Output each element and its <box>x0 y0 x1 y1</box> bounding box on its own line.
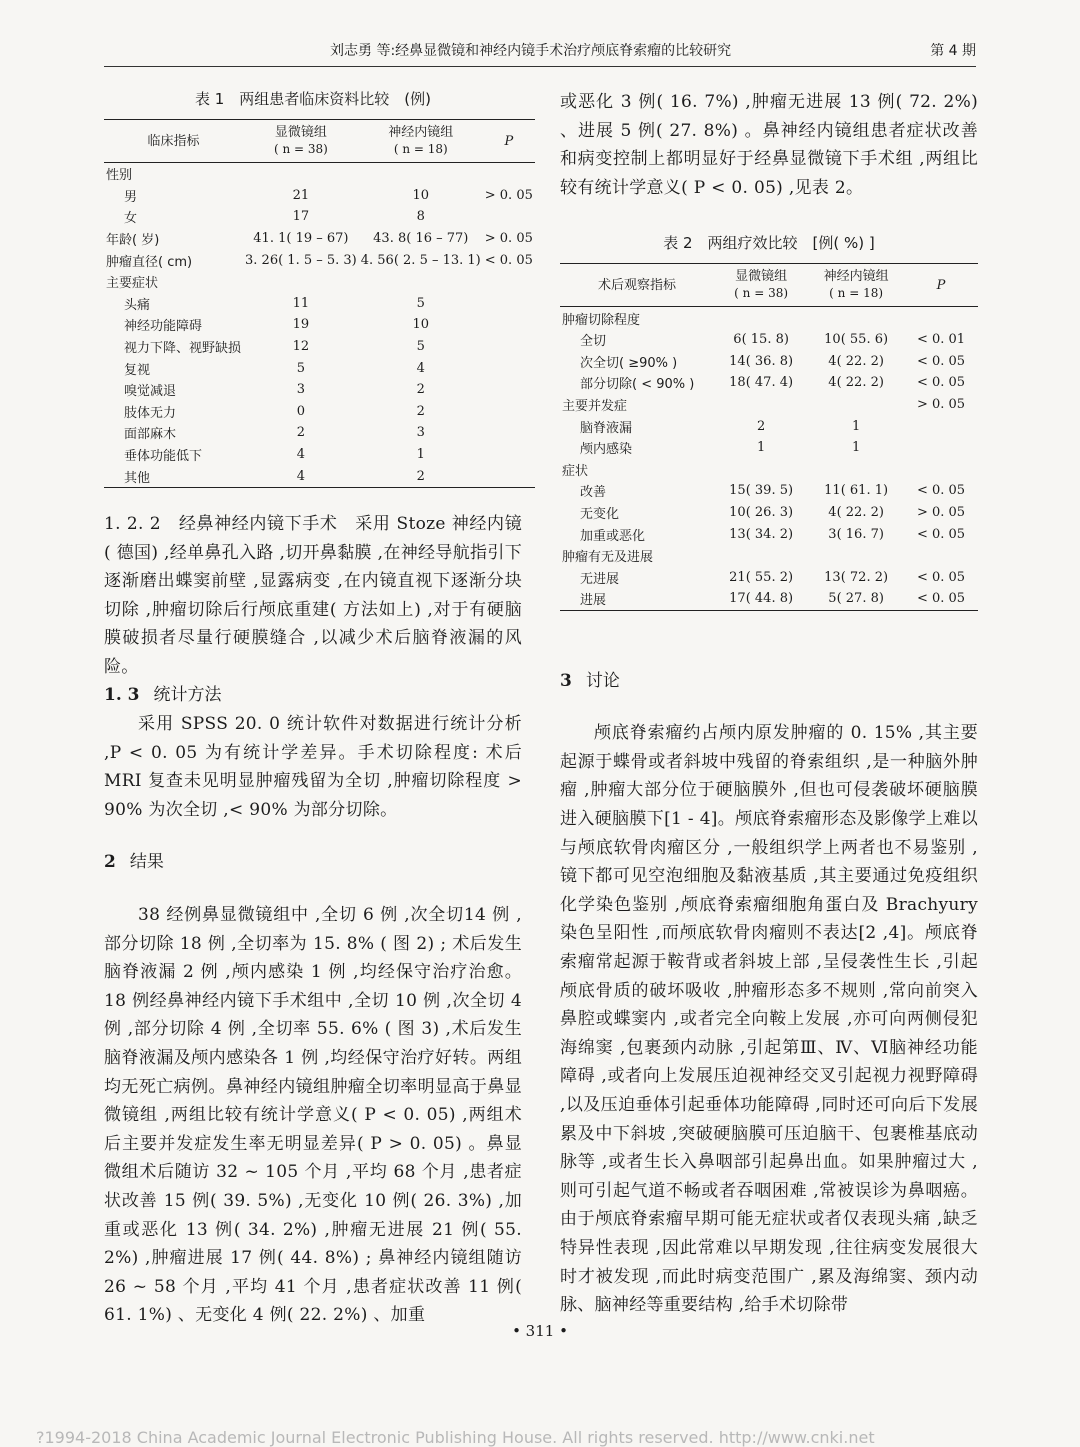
table1-row <box>104 228 535 250</box>
table2-header-row <box>560 264 978 307</box>
table2-header-group1-n: ( n = 38) <box>734 286 789 301</box>
table2-cell-p <box>904 437 978 459</box>
table1-cell-group2: 4 <box>416 360 425 376</box>
table1-cell-group2: 8 <box>416 209 425 225</box>
table2-cell-group2 <box>808 394 904 416</box>
table1-cell-label: 头痛 <box>124 297 151 313</box>
table1-cell-group1: 17 <box>292 209 310 225</box>
table2-cell-label: 主要并发症 <box>562 399 628 415</box>
table1-cell-group2: 5 <box>416 295 425 311</box>
table1-cell-p <box>483 465 535 487</box>
table1-header-group1-label: 显微镜组 <box>274 125 327 140</box>
table1-cell-label: 视力下降、视野缺损 <box>124 341 242 357</box>
table1-cell-group2: 2 <box>416 468 425 484</box>
table1-caption: 表 1 两组患者临床资料比较 (例) <box>194 90 432 108</box>
table2-cell-group2 <box>808 307 904 329</box>
table1-cell-label: 嗅觉减退 <box>124 384 177 400</box>
table2-cell-group1: 15( 39. 5) <box>729 483 794 499</box>
table1-row <box>104 249 535 271</box>
table2-header-group1 <box>714 264 808 307</box>
table2-row <box>560 545 978 567</box>
table1-cell-group1: 21 <box>292 187 310 203</box>
table2-cell-group1 <box>714 394 808 416</box>
table2-cell-group2: 13( 72. 2) <box>824 569 889 585</box>
table1-header-group1-n: ( n = 38) <box>273 142 328 156</box>
table1-row <box>104 401 535 423</box>
table1-cell-group2: 10 <box>412 317 430 333</box>
section-2-number: 2 <box>104 852 116 873</box>
table2-cell-label: 加重或恶化 <box>580 528 646 544</box>
table1-row <box>104 271 535 293</box>
section-1-3-title: 统计方法 <box>153 685 222 706</box>
table1-header-group2 <box>359 120 483 163</box>
table1-cell-group2: 2 <box>416 403 425 419</box>
table1-cell-p <box>483 444 535 466</box>
table1-cell-label: 女 <box>124 211 138 227</box>
table1-cell-label: 年龄( 岁) <box>106 233 160 249</box>
table1-cell-p <box>483 293 535 315</box>
page-number: • 311 • <box>512 1322 568 1340</box>
table1-cell-label: 垂体功能低下 <box>124 449 203 465</box>
table2-cell-group1 <box>714 307 808 329</box>
table1-cell-group1: 5 <box>296 360 306 376</box>
copyright-footer: ?1994-2018 China Academic Journal Electronic Publishing House. All rights reserved. http://www.cnki.net <box>36 1428 875 1447</box>
table2-cell-group2 <box>808 545 904 567</box>
table2-row <box>560 372 978 394</box>
table1-cell-label: 性别 <box>106 168 133 184</box>
table2-cell-group2: 3( 16. 7) <box>828 526 884 542</box>
table1-row <box>104 422 535 444</box>
table2-cell-label: 无变化 <box>580 507 620 523</box>
table1-cell-group2: 1 <box>416 447 425 463</box>
table2-cell-p <box>904 415 978 437</box>
table2-row <box>560 351 978 373</box>
table2-header-group1-label: 显微镜组 <box>735 269 788 285</box>
table1-cell-label: 男 <box>124 189 138 205</box>
table2-header-group2-label: 神经内镜组 <box>823 269 889 285</box>
table1-row <box>104 185 535 207</box>
table2-header-group2 <box>808 264 904 307</box>
table2-row <box>560 307 978 329</box>
table2-cell-p: < 0. 05 <box>916 526 966 542</box>
table2-cell-label: 无进展 <box>580 571 620 587</box>
table1-cell-group1 <box>243 163 359 185</box>
table2-row <box>560 329 978 351</box>
table2-cell-p: < 0. 05 <box>916 375 966 391</box>
section-1-3-number: 1. 3 <box>104 685 140 706</box>
table1-cell-p <box>483 401 535 423</box>
table2-row <box>560 437 978 459</box>
section-2-heading <box>104 848 522 877</box>
table1-cell-p: > 0. 05 <box>484 187 533 203</box>
table2-row <box>560 415 978 437</box>
table1-cell-group2: 10 <box>412 187 430 203</box>
table2-cell-group2: 4( 22. 2) <box>828 353 884 369</box>
table1-row <box>104 465 535 487</box>
table1-cell-p <box>483 357 535 379</box>
table2-cell-p: > 0. 05 <box>916 505 966 521</box>
table1-cell-p <box>483 379 535 401</box>
table2-header-p: P <box>904 264 978 307</box>
table2-cell-group2: 1 <box>851 418 861 434</box>
table1-cell-group1: 12 <box>292 339 310 355</box>
table2-cell-group2: 10( 55. 6) <box>824 332 889 348</box>
section-3-number: 3 <box>560 670 572 691</box>
table1-row <box>104 314 535 336</box>
table2-row <box>560 523 978 545</box>
table2-cell-p <box>904 307 978 329</box>
table2-cell-group2: 4( 22. 2) <box>828 505 884 521</box>
running-header-title: 刘志勇 等:经鼻显微镜和神经内镜手术治疗颅底脊索瘤的比较研究 <box>330 43 732 59</box>
table1-header-row <box>104 120 535 163</box>
table1-cell-p <box>483 163 535 185</box>
table2-cell-group1: 1 <box>756 440 766 456</box>
table1-cell-label: 复视 <box>124 362 151 378</box>
table2-cell-label: 次全切( ≥90% ) <box>580 355 678 371</box>
section-1-3-paragraph: 采用 SPSS 20. 0 统计软件对数据进行统计分析 ,P < 0. 05 为有统计学差异。手术切除程度: 术后 MRI 复查未见明显肿瘤残留为全切 ,肿瘤切除程度 > 90% 为次全切 ,< 90% 为部分切除。 <box>104 714 522 820</box>
table2-cell-p <box>904 545 978 567</box>
table2-cell-label: 肿瘤有无及进展 <box>562 550 654 566</box>
table1-row <box>104 379 535 401</box>
table2 <box>560 263 978 610</box>
table1-header-indicator: 临床指标 <box>104 120 243 163</box>
table1-cell-group1: 4 <box>296 447 306 463</box>
table2-cell-group2: 5( 27. 8) <box>828 591 884 607</box>
table1-cell-p: < 0. 05 <box>484 252 533 268</box>
table2-cell-group1 <box>714 459 808 481</box>
table2-cell-p: < 0. 05 <box>916 591 966 607</box>
table2-cell-label: 症状 <box>562 463 589 479</box>
table2-cell-group1: 18( 47. 4) <box>729 375 794 391</box>
table2-cell-p: < 0. 05 <box>916 353 966 369</box>
table2-cell-group1: 6( 15. 8) <box>733 332 789 348</box>
left-column <box>104 88 533 1330</box>
table2-row <box>560 588 978 610</box>
table1-cell-p <box>483 314 535 336</box>
table1-cell-label: 其他 <box>124 470 151 486</box>
header-rule <box>104 66 976 67</box>
section-3-heading <box>560 667 978 696</box>
table1-cell-group1: 3 <box>296 382 306 398</box>
table1 <box>104 119 535 488</box>
table2-row <box>560 459 978 481</box>
table1-cell-group2: 5 <box>416 339 425 355</box>
table2-cell-group2 <box>808 459 904 481</box>
table2-row <box>560 480 978 502</box>
table1-cell-group2 <box>359 271 483 293</box>
section-2-paragraph: 38 经例鼻显微镜组中 ,全切 6 例 ,次全切14 例 ,部分切除 18 例 ,全切率为 15. 8% ( 图 2) ; 术后发生脑脊液漏 2 例 ,颅内感染 1 例 ,均经保守治疗治愈。18 例经鼻神经内镜下手术组中 ,全切 10 例 ,次全切 4 例 ,部分切除 4 例 ,全切率 55. 6% ( 图 3) ,术后发生脑脊液漏及颅内感染各 1 例 ,均经保守治疗好转。两组均无死亡病例。鼻神经内镜组肿瘤全切率明显高于鼻显微镜组 ,两组比较有统计学意义( P < 0. 05) ,两组术后主要并发症发生率无明显差异( P > 0. 05) 。鼻显微组术后随访 32 ~ 105 个月 ,平均 68 个月 ,患者症状改善 15 例( 39. 5%) ,无变化 10 例( 26. 3%) ,加重或恶化 13 例( 34. 2%) ,肿瘤无进展 21 例( 55. 2%) ,肿瘤进展 17 例( 44. 8%) ; 鼻神经内镜组随访 26 ~ 58 个月 ,平均 41 个月 ,患者症状改善 11 例( 61. 1%) 、无变化 4 例( 22. 2%) 、加重 <box>104 905 522 1326</box>
table2-cell-label: 全切 <box>580 334 607 350</box>
section-2-title: 结果 <box>129 852 164 873</box>
table2-row <box>560 502 978 524</box>
table2-cell-label: 脑脊液漏 <box>580 420 633 436</box>
table2-cell-p: < 0. 05 <box>916 483 966 499</box>
table1-cell-p <box>483 271 535 293</box>
section-1-2-2-paragraph: 1. 2. 2 经鼻神经内镜下手术 采用 Stoze 神经内镜 ( 德国) ,经单鼻孔入路 ,切开鼻黏膜 ,在神经导航指引下逐渐磨出蝶窦前壁 ,显露病变 ,在内镜直视下逐渐分块切除 ,肿瘤切除后行颅底重建( 方法如上) ,对于有硬脑膜破损者尽量行硬膜缝合 ,以减少术后脑脊液漏的风险。 <box>104 513 522 677</box>
table1-cell-p: > 0. 05 <box>484 231 533 247</box>
table1-cell-label: 肿瘤直径( cm) <box>106 254 193 270</box>
table1-header-group1 <box>243 120 359 163</box>
table2-cell-group1: 14( 36. 8) <box>729 353 794 369</box>
section-1-3-heading <box>104 681 522 710</box>
table1-cell-group1 <box>243 271 359 293</box>
table1-cell-group1: 0 <box>296 403 306 419</box>
table2-row <box>560 394 978 416</box>
table1-cell-group2: 3 <box>416 425 425 441</box>
table2-cell-label: 肿瘤切除程度 <box>562 312 641 328</box>
results-continued-paragraph: 或恶化 3 例( 16. 7%) ,肿瘤无进展 13 例( 72. 2%) 、进展 5 例( 27. 8%) 。鼻神经内镜组患者症状改善和病变控制上都明显好于经鼻显微镜下手术组 ,两组比较有统计学意义( P < 0. 05) ,见表 2。 <box>560 92 978 198</box>
section-3-title: 讨论 <box>585 670 620 691</box>
table2-cell-label: 进展 <box>580 593 607 609</box>
table1-row <box>104 206 535 228</box>
table1-header-p: P <box>483 120 535 163</box>
table2-cell-label: 部分切除( < 90% ) <box>580 377 695 393</box>
table2-row <box>560 567 978 589</box>
table2-cell-group1: 2 <box>756 418 766 434</box>
section-3-paragraph: 颅底脊索瘤约占颅内原发肿瘤的 0. 15% ,其主要起源于蝶骨或者斜坡中残留的脊索组织 ,是一种脑外肿瘤 ,肿瘤大部分位于硬脑膜外 ,但也可侵袭破坏硬脑膜进入硬脑膜下[1 - 4]。颅底脊索瘤形态及影像学上难以与颅底软骨肉瘤区分 ,一般组织学上两者也不易鉴别 ,镜下都可见空泡细胞及黏液基质 ,其主要通过免疫组织化学染色鉴别 ,颅底脊索瘤细胞角蛋白及 Brachyury 染色呈阳性 ,而颅底软骨肉瘤则不表达[2 ,4]。颅底脊索瘤常起源于鞍背或者斜坡上部 ,呈侵袭性生长 ,引起颅底骨质的破坏吸收 ,肿瘤形态多不规则 ,常向前突入鼻腔或蝶窦内 ,或者完全向鞍上发展 ,亦可向两侧侵犯海绵窦 ,包裹颈内动脉 ,引起第Ⅲ、Ⅳ、Ⅵ脑神经功能障碍 ,或者向上发展压迫视神经交叉引起视力视野障碍 ,以及压迫垂体引起垂体功能障碍 ,同时还可向后下发展累及中下斜坡 ,突破硬脑膜可压迫脑干、包裹椎基底动脉等 ,或者生长入鼻咽部引起鼻出血。如果肿瘤过大 ,则可引起气道不畅或者吞咽困难 ,常被误诊为鼻咽癌。由于颅底脊索瘤早期可能无症状或者仅表现头痛 ,缺乏特异性表现 ,因此常难以早期发现 ,往往病变发展很大时才被发现 ,而此时病变范围广 ,累及海绵窦、颈内动脉、脑神经等重要结构 ,给手术切除带 <box>560 723 978 1316</box>
table1-cell-p <box>483 422 535 444</box>
table2-cell-group2: 4( 22. 2) <box>828 375 884 391</box>
table1-cell-group2: 4. 56( 2. 5 – 13. 1) <box>360 252 481 268</box>
table1-row <box>104 444 535 466</box>
table2-cell-group2: 11( 61. 1) <box>824 483 889 499</box>
table1-cell-group2 <box>359 163 483 185</box>
table1-cell-group1: 41. 1( 19 – 67) <box>253 231 349 247</box>
table1-cell-group1: 11 <box>292 295 310 311</box>
table1-cell-group2: 43. 8( 16 – 77) <box>373 231 469 247</box>
table2-cell-p: < 0. 05 <box>916 569 966 585</box>
table2-cell-group1 <box>714 545 808 567</box>
table1-header-group2-n: ( n = 18) <box>393 142 448 156</box>
table1-cell-label: 神经功能障碍 <box>124 319 203 335</box>
table1-row <box>104 293 535 315</box>
table1-cell-group1: 19 <box>292 317 310 333</box>
table2-cell-p: < 0. 01 <box>916 332 966 348</box>
running-header-issue: 第 4 期 <box>930 43 976 59</box>
table1-cell-label: 面部麻木 <box>124 427 177 443</box>
table2-cell-p: > 0. 05 <box>916 397 966 413</box>
table2-cell-group1: 17( 44. 8) <box>729 591 794 607</box>
table1-cell-p <box>483 336 535 358</box>
table1-header-group2-label: 神经内镜组 <box>388 125 454 140</box>
table2-cell-label: 改善 <box>580 485 607 501</box>
table1-cell-group1: 2 <box>296 425 306 441</box>
table2-cell-p <box>904 459 978 481</box>
table2-cell-group1: 21( 55. 2) <box>729 569 794 585</box>
table1-cell-label: 主要症状 <box>106 276 159 292</box>
table1-cell-group2: 2 <box>416 382 425 398</box>
table2-header-indicator: 术后观察指标 <box>560 264 714 307</box>
table2-header-group2-n: ( n = 18) <box>829 286 884 301</box>
table2-cell-label: 颅内感染 <box>580 442 633 458</box>
table1-row <box>104 336 535 358</box>
table2-cell-group1: 10( 26. 3) <box>729 505 794 521</box>
table2-cell-group2: 1 <box>851 440 861 456</box>
table1-cell-group1: 4 <box>296 468 306 484</box>
table2-cell-group1: 13( 34. 2) <box>729 526 794 542</box>
right-column <box>560 88 978 1320</box>
table1-cell-group1: 3. 26( 1. 5 – 5. 3) <box>245 252 357 268</box>
table1-cell-p <box>483 206 535 228</box>
table1-row <box>104 357 535 379</box>
table1-row <box>104 163 535 185</box>
table1-cell-label: 肢体无力 <box>124 405 177 421</box>
table2-caption: 表 2 两组疗效比较 [例( %) ] <box>663 234 875 253</box>
